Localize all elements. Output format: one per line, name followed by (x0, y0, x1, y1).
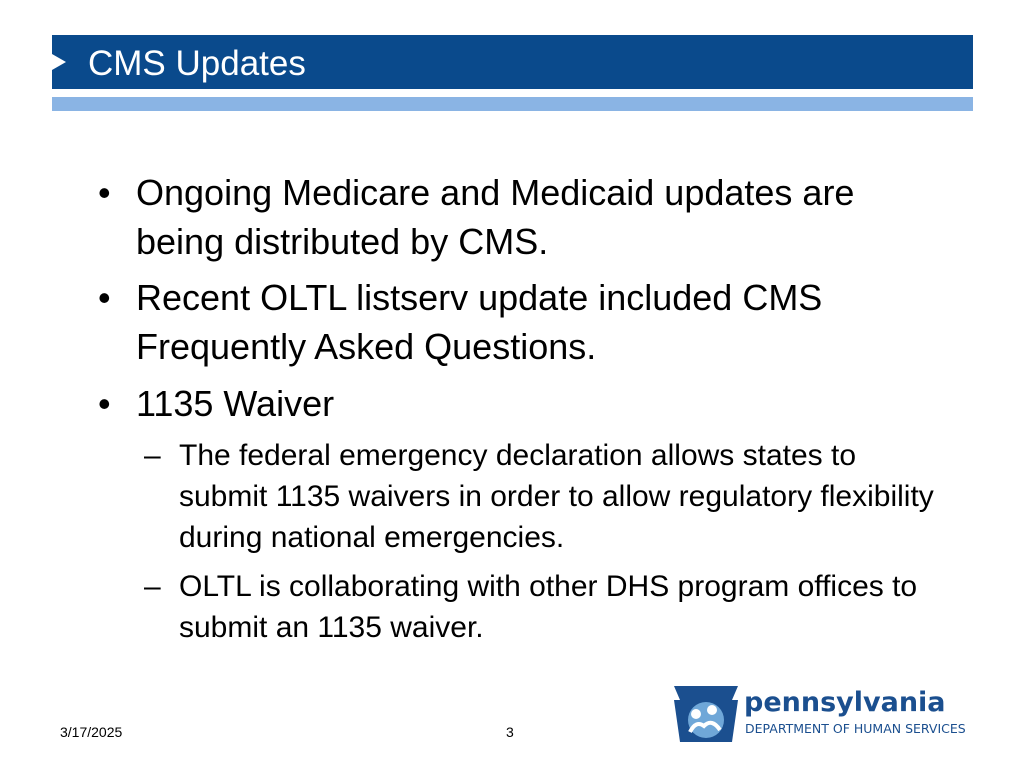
bullet-icon: • (98, 172, 111, 213)
logo-department: DEPARTMENT OF HUMAN SERVICES (745, 721, 966, 736)
family-icon (688, 702, 724, 738)
footer-date: 3/17/2025 (60, 724, 123, 740)
title-arrow-icon (52, 54, 66, 70)
bullet-text: Recent OLTL listserv update included CMS Frequently Asked Questions. (136, 277, 823, 367)
title-underline (52, 97, 973, 111)
dash-icon: – (144, 439, 161, 472)
bullet-icon: • (98, 277, 111, 318)
page-number: 3 (506, 724, 514, 740)
sub-bullet-text: OLTL is collaborating with other DHS program offices to submit an 1135 waiver. (179, 570, 918, 644)
slide-title: CMS Updates (88, 44, 306, 83)
bullet-icon: • (98, 383, 111, 424)
bullet-text: Ongoing Medicare and Medicaid updates are being distributed by CMS. (136, 172, 855, 262)
sub-bullet-text: The federal emergency declaration allows states to submit 1135 waivers in order to allow regulatory flexibility during national emergencies. (179, 439, 934, 554)
bullet-text: 1135 Waiver (136, 383, 335, 424)
dash-icon: – (144, 570, 161, 603)
logo-wordmark: pennsylvania (744, 687, 946, 718)
